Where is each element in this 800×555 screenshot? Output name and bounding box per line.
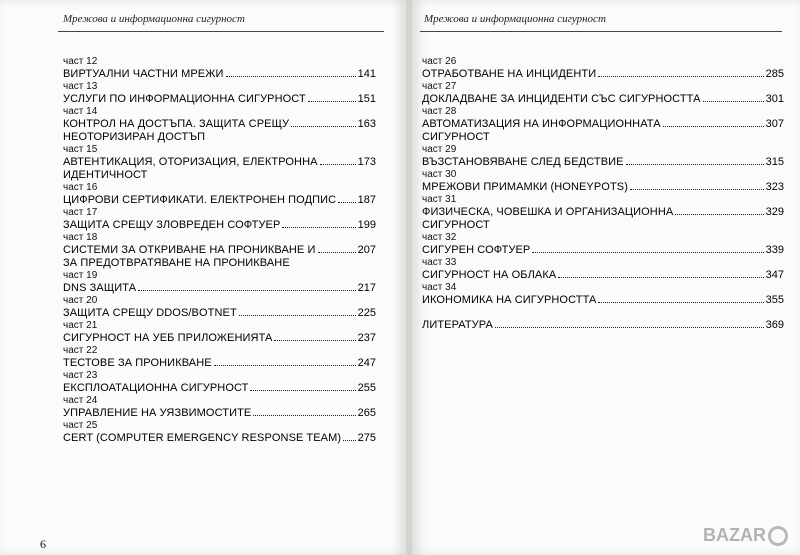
toc-part-label: част 29 — [422, 144, 457, 155]
toc-entry — [63, 345, 376, 370]
toc-part-label: част 22 — [63, 345, 98, 356]
toc-part-label: част 20 — [63, 295, 98, 306]
toc-title-row — [422, 319, 784, 332]
toc-entry — [422, 81, 784, 106]
toc-title: ИКОНОМИКА НА СИГУРНОСТТА — [422, 294, 597, 306]
table-of-contents — [63, 56, 376, 445]
toc-title-row — [63, 194, 376, 207]
toc-page-number: 187 — [357, 194, 376, 206]
toc-title-row — [63, 332, 376, 345]
toc-title-row — [63, 407, 376, 420]
toc-part-label: част 23 — [63, 370, 98, 381]
toc-page-number: 237 — [357, 332, 376, 344]
toc-title-row — [422, 93, 784, 106]
toc-title-row — [422, 118, 784, 144]
toc-title: ЗАЩИТА СРЕЩУ ЗЛОВРЕДЕН СОФТУЕР — [63, 219, 281, 231]
toc-part-label: част 17 — [63, 207, 98, 218]
toc-title: СИГУРНОСТ НА ОБЛАКА — [422, 269, 557, 281]
toc-page-number: 217 — [357, 282, 376, 294]
toc-title-row — [422, 68, 784, 81]
toc-title-row — [422, 294, 784, 307]
toc-title: СИГУРНОСТ НА УЕБ ПРИЛОЖЕНИЯТА — [63, 332, 273, 344]
toc-page-number: 151 — [357, 93, 376, 105]
toc-page-number: 369 — [765, 319, 784, 331]
toc-title: КОНТРОЛ НА ДОСТЪПА. ЗАЩИТА СРЕЩУ НЕОТОРИЗИРАН ДОСТЪП — [63, 118, 290, 143]
toc-title: УПРАВЛЕНИЕ НА УЯЗВИМОСТИТЕ — [63, 407, 252, 419]
toc-page-number: 199 — [357, 219, 376, 231]
toc-part-label: част 25 — [63, 420, 98, 431]
toc-page-number: 307 — [765, 118, 784, 130]
running-header: Мрежова и информационна сигурност — [424, 13, 606, 25]
toc-title-row — [63, 432, 376, 445]
toc-part-label: част 28 — [422, 106, 457, 117]
toc-leader-dots — [703, 101, 764, 102]
toc-title-row — [63, 307, 376, 320]
toc-entry — [63, 182, 376, 207]
toc-title-row — [422, 244, 784, 257]
toc-leader-dots — [598, 302, 763, 303]
toc-part-label: част 31 — [422, 194, 457, 205]
toc-entry — [422, 257, 784, 282]
toc-title-row — [63, 93, 376, 106]
toc-leader-dots — [291, 126, 356, 127]
toc-entry — [63, 106, 376, 144]
toc-leader-dots — [138, 290, 355, 291]
toc-entry — [422, 232, 784, 257]
toc-leader-dots — [308, 101, 356, 102]
toc-leader-dots — [214, 365, 356, 366]
toc-title-row — [63, 282, 376, 295]
toc-part-label: част 18 — [63, 232, 98, 243]
toc-leader-dots — [320, 164, 356, 165]
toc-leader-dots — [274, 340, 355, 341]
toc-title: ВЪЗСТАНОВЯВАНЕ СЛЕД БЕДСТВИЕ — [422, 156, 624, 168]
toc-title-row — [422, 156, 784, 169]
toc-title-row — [63, 382, 376, 395]
toc-title: ЕКСПЛОАТАЦИОННА СИГУРНОСТ — [63, 382, 249, 394]
page-number: 6 — [40, 537, 46, 551]
toc-entry — [63, 270, 376, 295]
toc-page-number: 285 — [765, 68, 784, 80]
toc-part-label: част 30 — [422, 169, 457, 180]
toc-leader-dots — [253, 415, 355, 416]
toc-page-number: 255 — [357, 382, 376, 394]
toc-title: ФИЗИЧЕСКА, ЧОВЕШКА И ОРГАНИЗАЦИОННА СИГУРНОСТ — [422, 206, 674, 231]
toc-entry — [63, 420, 376, 445]
toc-leader-dots — [250, 390, 355, 391]
toc-entry — [63, 56, 376, 81]
toc-leader-dots — [630, 189, 764, 190]
toc-entry — [422, 144, 784, 169]
toc-page-number: 301 — [765, 93, 784, 105]
toc-part-label: част 16 — [63, 182, 98, 193]
toc-title: АВТЕНТИКАЦИЯ, ОТОРИЗАЦИЯ, ЕЛЕКТРОННА ИДЕНТИЧНОСТ — [63, 156, 318, 181]
toc-title: СИГУРЕН СОФТУЕР — [422, 244, 531, 256]
toc-entry — [63, 207, 376, 232]
toc-page-number: 173 — [357, 156, 376, 168]
toc-title: ТЕСТОВЕ ЗА ПРОНИКВАНЕ — [63, 357, 212, 369]
toc-entry — [63, 232, 376, 270]
toc-title: CERT (COMPUTER EMERGENCY RESPONSE TEAM) — [63, 432, 342, 444]
toc-part-label: част 21 — [63, 320, 98, 331]
toc-part-label: част 15 — [63, 144, 98, 155]
toc-title-row — [63, 68, 376, 81]
toc-part-label: част 27 — [422, 81, 457, 92]
toc-leader-dots — [338, 202, 355, 203]
toc-entry — [63, 370, 376, 395]
toc-part-label: част 12 — [63, 56, 98, 67]
toc-page-number: 275 — [357, 432, 376, 444]
toc-page-number: 225 — [357, 307, 376, 319]
toc-page-number: 141 — [357, 68, 376, 80]
watermark-ring-icon — [768, 526, 788, 546]
toc-title-row — [422, 206, 784, 232]
toc-page-number: 347 — [765, 269, 784, 281]
toc-title: ВИРТУАЛНИ ЧАСТНИ МРЕЖИ — [63, 68, 224, 80]
toc-title: АВТОМАТИЗАЦИЯ НА ИНФОРМАЦИОННАТА СИГУРНОСТ — [422, 118, 661, 143]
toc-part-label: част 26 — [422, 56, 457, 67]
toc-leader-dots — [495, 327, 764, 328]
header-rule — [420, 31, 782, 32]
toc-title: ЗАЩИТА СРЕЩУ DDOS/BOTNET — [63, 307, 237, 319]
toc-title-row — [63, 156, 376, 182]
toc-page-number: 315 — [765, 156, 784, 168]
toc-entry — [422, 169, 784, 194]
toc-entry — [422, 106, 784, 144]
toc-leader-dots — [226, 76, 356, 77]
toc-leader-dots — [343, 440, 356, 441]
toc-title-row — [422, 269, 784, 282]
toc-entry — [422, 194, 784, 232]
toc-title: ЦИФРОВИ СЕРТИФИКАТИ. ЕЛЕКТРОНЕН ПОДПИС — [63, 194, 337, 206]
toc-entry — [422, 307, 784, 332]
toc-title: МРЕЖОВИ ПРИМАМКИ (HONEYPOTS) — [422, 181, 628, 193]
toc-leader-dots — [663, 126, 764, 127]
toc-part-label: част 33 — [422, 257, 457, 268]
toc-leader-dots — [318, 252, 356, 253]
toc-title-row — [63, 118, 376, 144]
toc-part-label: част 14 — [63, 106, 98, 117]
toc-leader-dots — [626, 164, 764, 165]
toc-page-number: 329 — [765, 206, 784, 218]
right-page — [412, 0, 800, 555]
toc-part-label: част 24 — [63, 395, 98, 406]
toc-part-label: част 34 — [422, 282, 457, 293]
toc-title: УСЛУГИ ПО ИНФОРМАЦИОННА СИГУРНОСТ — [63, 93, 306, 105]
toc-entry — [422, 282, 784, 307]
toc-title: СИСТЕМИ ЗА ОТКРИВАНЕ НА ПРОНИКВАНЕ И ЗА ПРЕДОТВРАТЯВАНЕ НА ПРОНИКВАНЕ — [63, 244, 316, 269]
toc-page-number: 247 — [357, 357, 376, 369]
toc-title: ЛИТЕРАТУРА — [422, 319, 493, 331]
running-header: Мрежова и информационна сигурност — [63, 13, 245, 25]
toc-leader-dots — [239, 315, 356, 316]
toc-page-number: 207 — [357, 244, 376, 256]
toc-entry — [422, 56, 784, 81]
toc-leader-dots — [675, 214, 763, 215]
toc-entry — [63, 320, 376, 345]
toc-page-number: 163 — [357, 118, 376, 130]
toc-page-number: 323 — [765, 181, 784, 193]
toc-title-row — [63, 219, 376, 232]
toc-page-number: 355 — [765, 294, 784, 306]
toc-title-row — [63, 357, 376, 370]
toc-leader-dots — [282, 227, 355, 228]
toc-spacer — [422, 307, 784, 319]
toc-title-row — [63, 244, 376, 270]
toc-title-row — [422, 181, 784, 194]
toc-part-label: част 13 — [63, 81, 98, 92]
watermark-logo: BAZAR — [703, 525, 788, 546]
toc-entry — [63, 144, 376, 182]
header-rule — [58, 31, 384, 32]
toc-entry — [63, 295, 376, 320]
table-of-contents — [422, 56, 784, 332]
toc-leader-dots — [598, 76, 763, 77]
toc-part-label: част 19 — [63, 270, 98, 281]
toc-title: ОТРАБОТВАНЕ НА ИНЦИДЕНТИ — [422, 68, 597, 80]
toc-leader-dots — [558, 277, 763, 278]
toc-title: ДОКЛАДВАНЕ ЗА ИНЦИДЕНТИ СЪС СИГУРНОСТТА — [422, 93, 701, 105]
toc-entry — [63, 395, 376, 420]
toc-part-label: част 32 — [422, 232, 457, 243]
toc-page-number: 265 — [357, 407, 376, 419]
toc-title: DNS ЗАЩИТА — [63, 282, 137, 294]
toc-entry — [63, 81, 376, 106]
toc-leader-dots — [532, 252, 763, 253]
toc-page-number: 339 — [765, 244, 784, 256]
